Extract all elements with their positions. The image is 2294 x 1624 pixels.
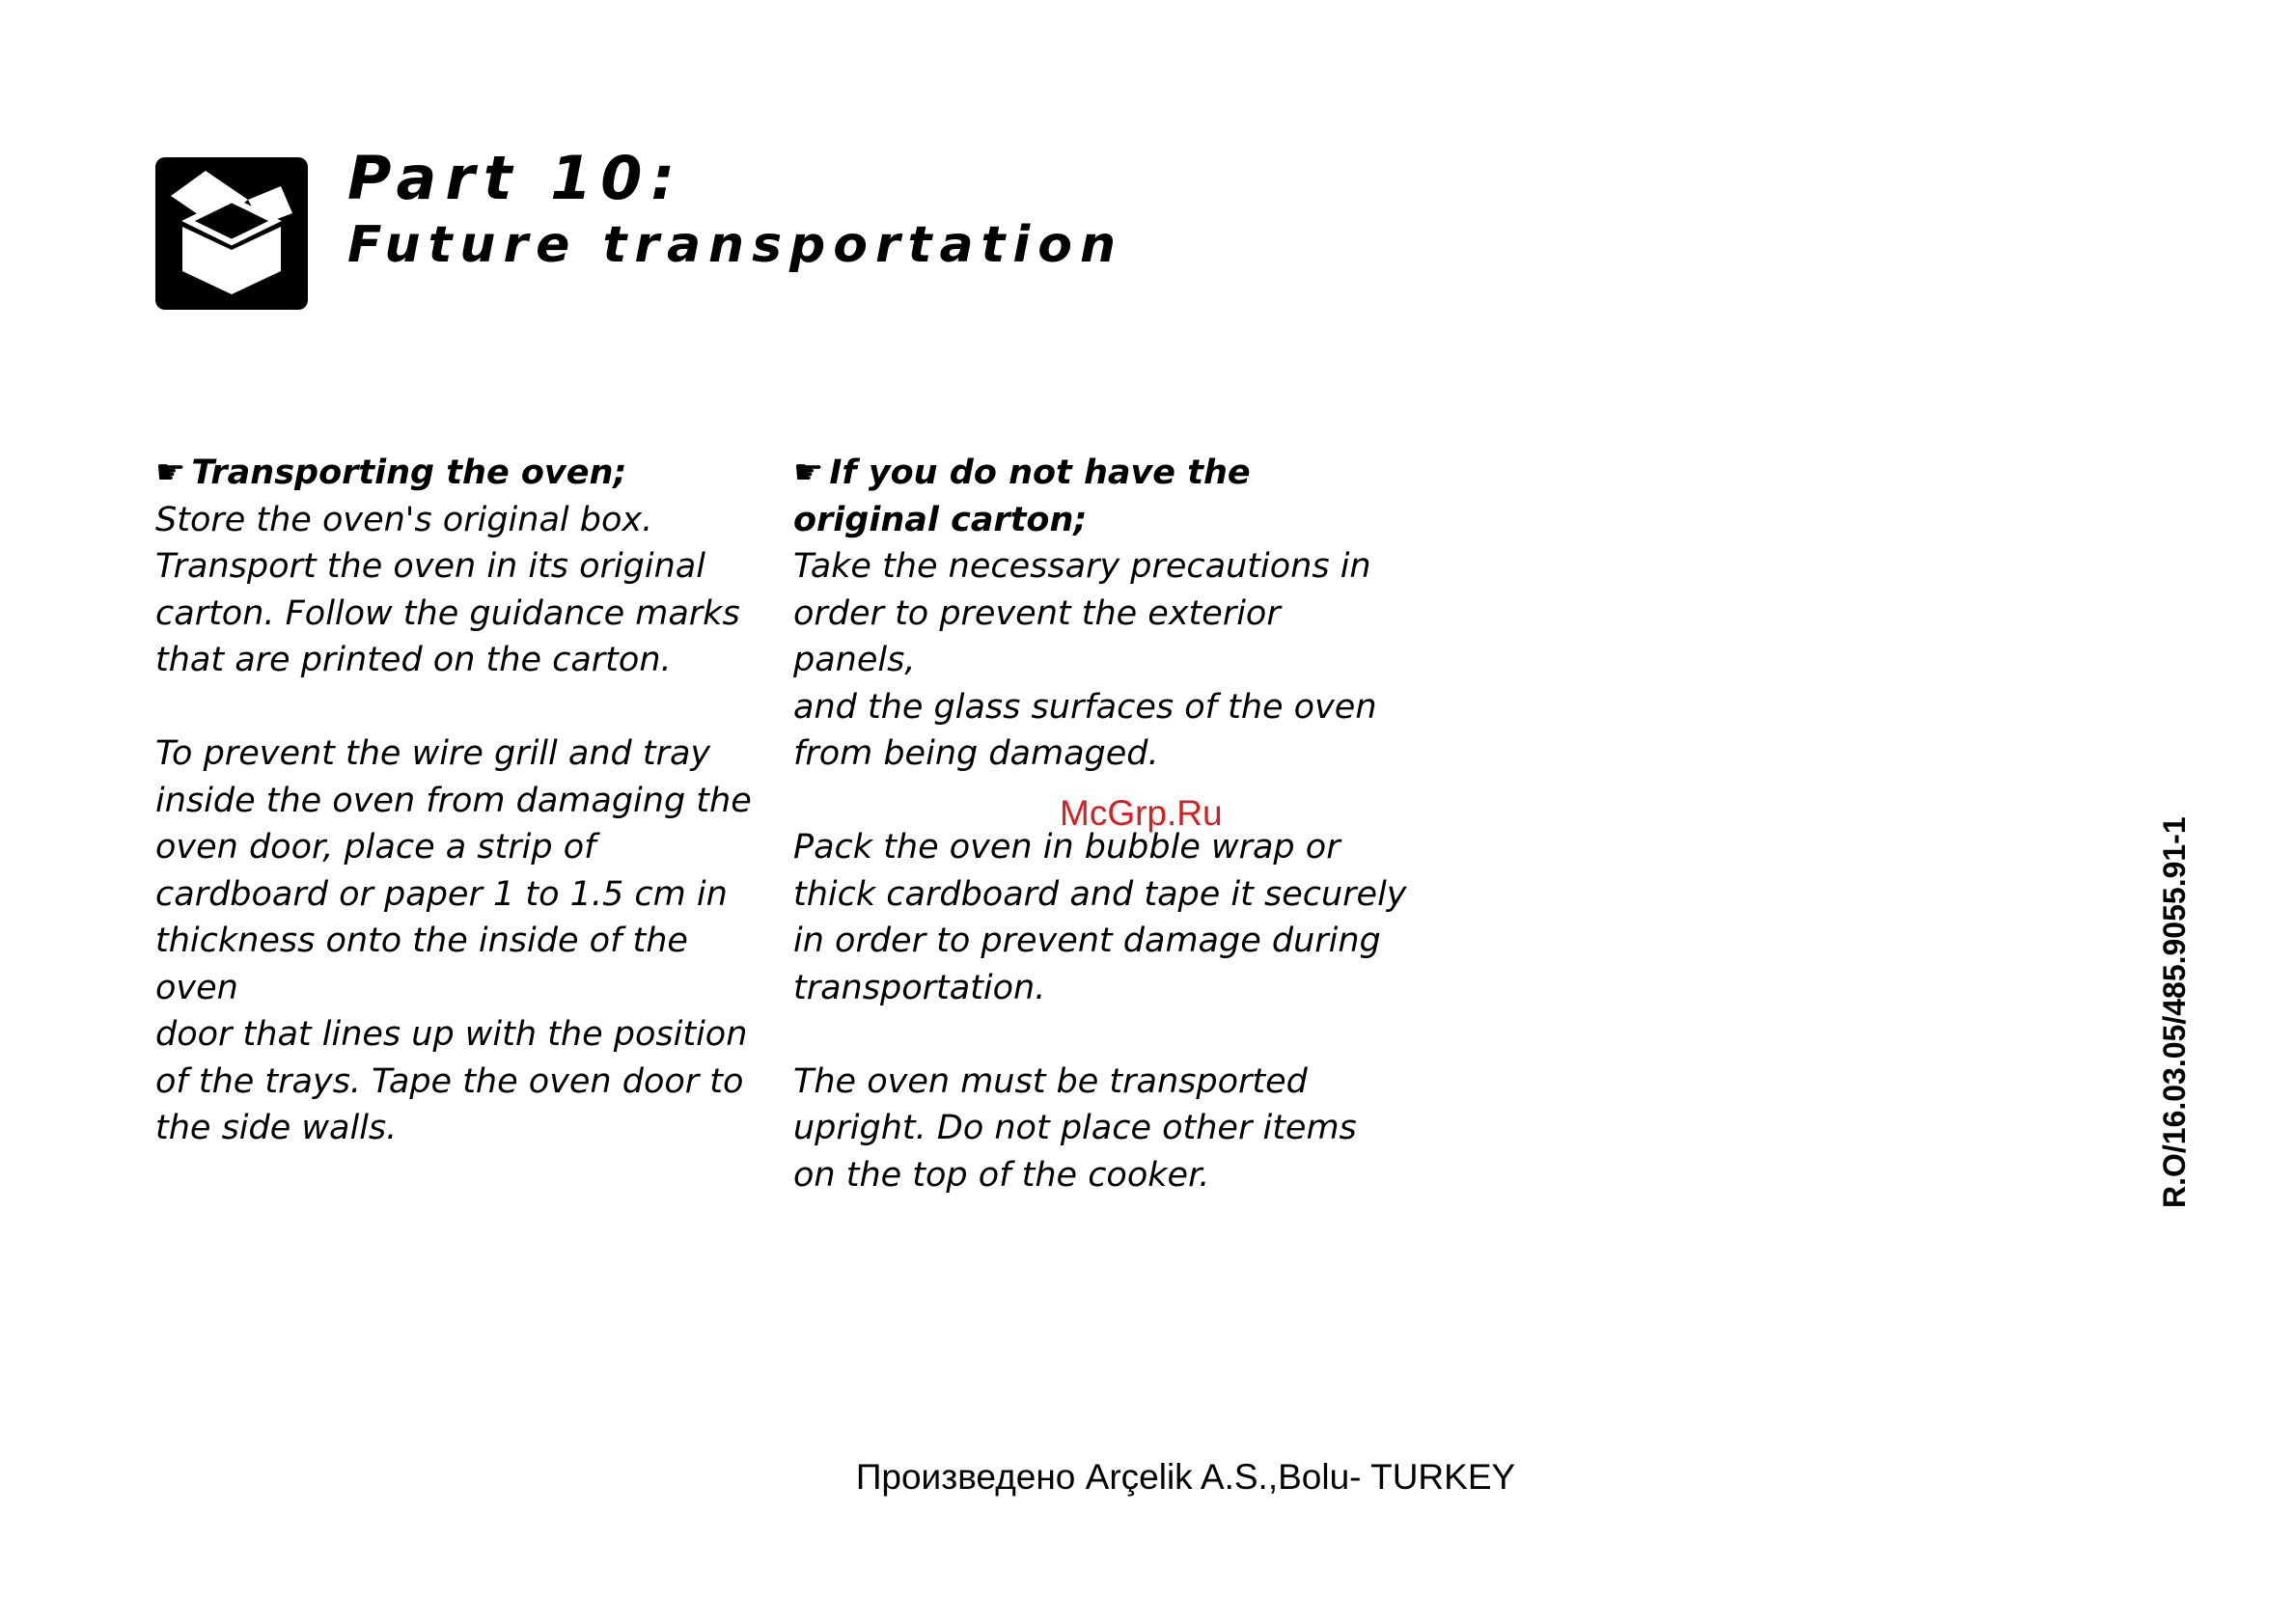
right-paragraph-1: Take the necessary precautions in order to prevent the exterior panels, and the glass surfaces of the oven from being damaged. [793, 547, 1377, 773]
page-title [347, 143, 1123, 276]
pointing-hand-icon: ☛ [793, 454, 824, 492]
document-code: R.O/16.03.05/485.9055.91-1 [2157, 816, 2192, 1208]
left-paragraph-1: Store the oven's original box. Transport the oven in its original carton. Follow the guidance marks that are printed on the carton. [155, 500, 740, 679]
manufacturer-footer: Произведено Arçelik A.S.,Bolu- TURKEY [855, 1457, 1516, 1497]
part-number: Part 10: [347, 143, 684, 213]
left-paragraph-2: To prevent the wire grill and tray inside the oven from damaging the oven door, place a strip of cardboard or paper 1 to 1.5 cm in thickness onto the inside of the oven door that lines up with the position of the trays. Tape the oven door to the side walls. [155, 734, 752, 1147]
right-paragraph-3: The oven must be transported upright. Do not place other items on the top of the cooker. [793, 1061, 1357, 1195]
right-heading [793, 450, 1411, 543]
left-heading [155, 450, 773, 497]
part-subtitle: Future transportation [347, 216, 1123, 274]
right-paragraph-2: Pack the oven in bubble wrap or thick cardboard and tape it securely in order to prevent damage during transportation. [793, 828, 1407, 1007]
left-heading-text: Transporting the oven; [191, 454, 627, 492]
watermark: McGrp.Ru [1060, 793, 1223, 833]
right-column [793, 450, 1411, 1246]
right-heading-text: If you do not have the original carton; [793, 454, 1251, 539]
box-icon [155, 157, 308, 310]
left-column [155, 450, 773, 1198]
pointing-hand-icon: ☛ [155, 454, 186, 492]
